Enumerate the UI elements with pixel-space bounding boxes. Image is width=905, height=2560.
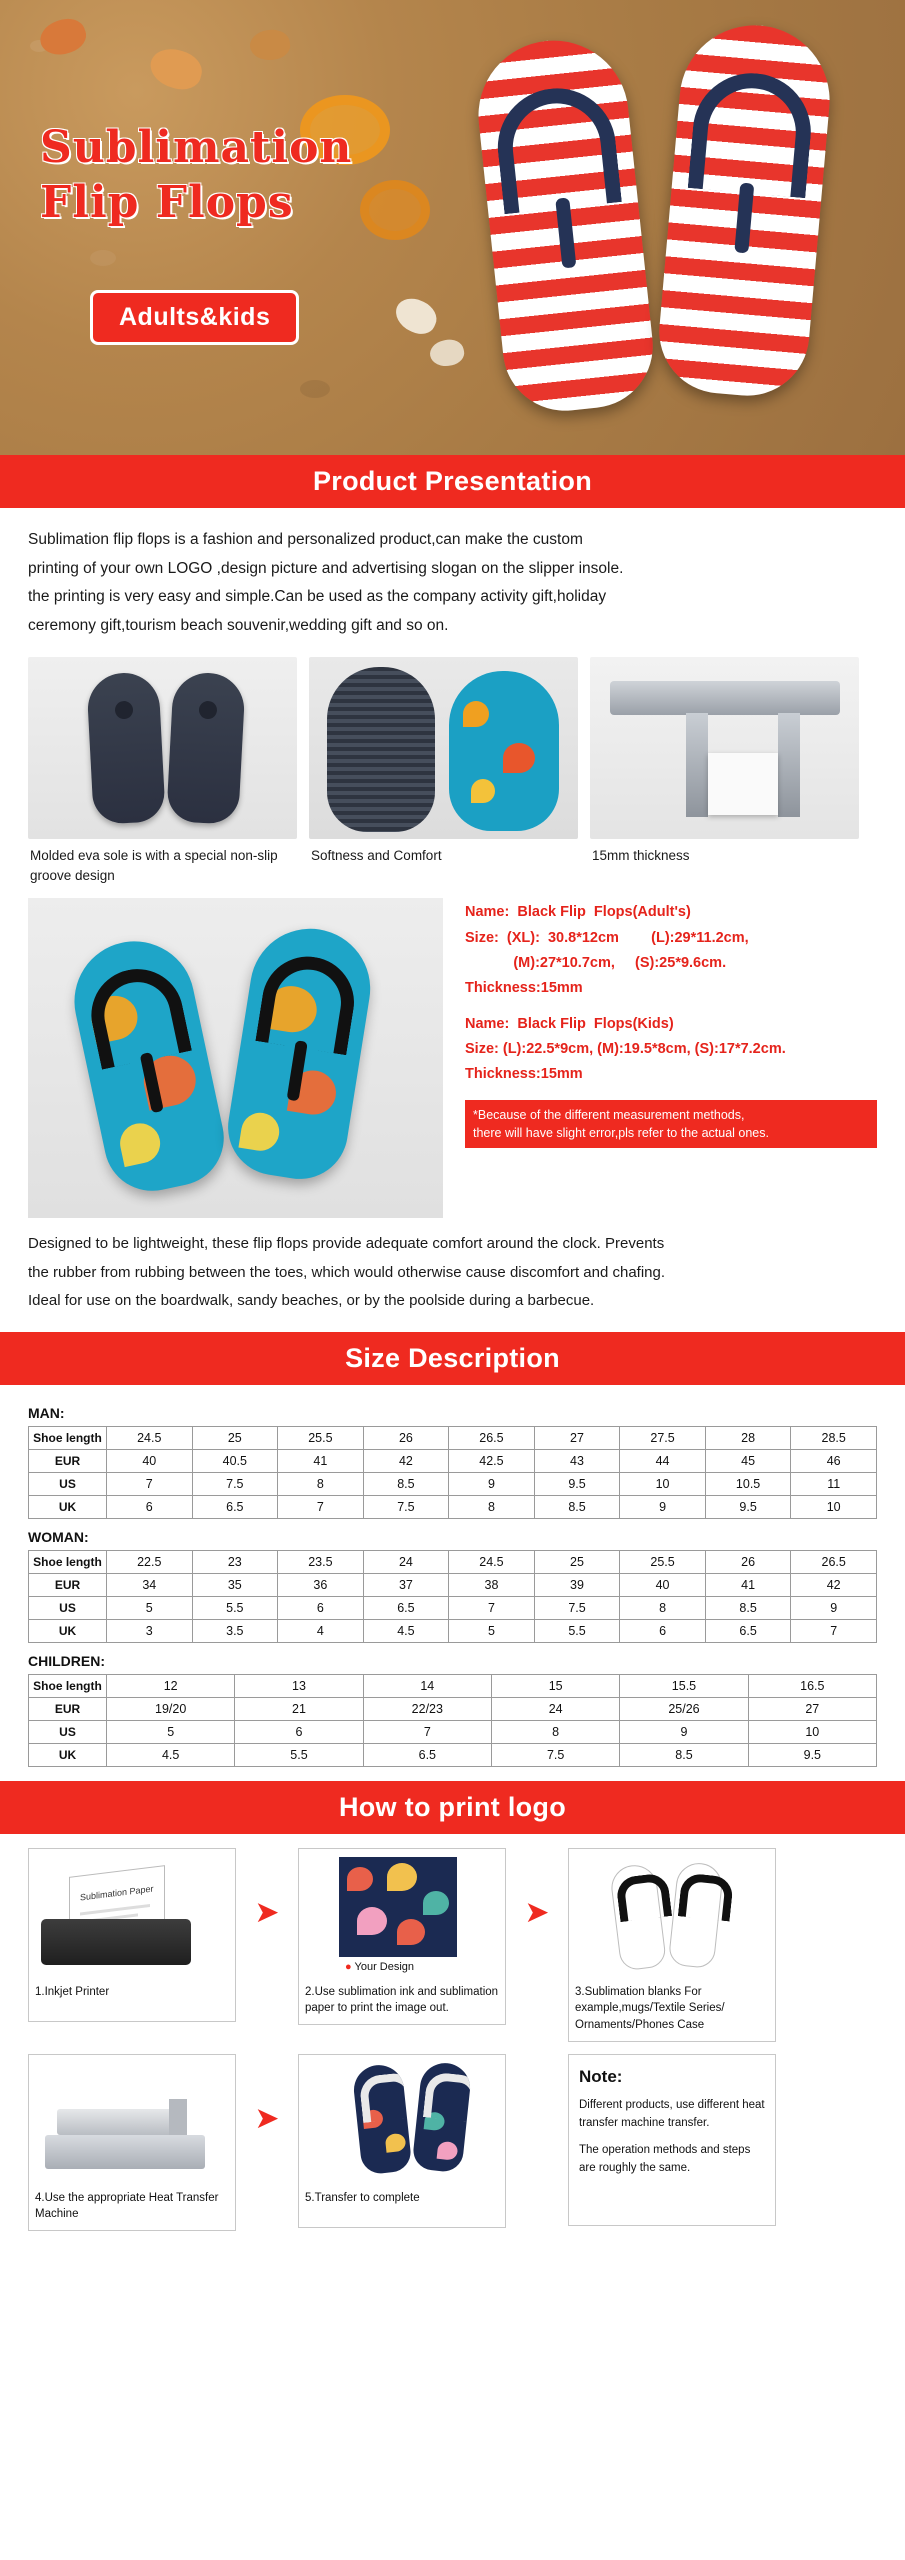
sample-piece	[708, 753, 778, 815]
cell: 42	[363, 1449, 449, 1472]
cell: 35	[192, 1573, 278, 1596]
flipflop-left	[471, 33, 659, 417]
hero-badge: Adults&kids	[90, 290, 299, 345]
spec-adult-size-2: (M):27*10.7cm, (S):25*9.6cm.	[465, 954, 727, 971]
intro-line-4: ceremony gift,tourism beach souvenir,wedding gift and so on.	[28, 617, 449, 635]
shell-decor	[390, 293, 442, 340]
cell: 5	[107, 1720, 235, 1743]
hero-title	[40, 120, 352, 230]
art-decor	[238, 1110, 281, 1153]
row-head: UK	[29, 1495, 107, 1518]
cell: 7	[449, 1596, 535, 1619]
feature-photo-row	[0, 647, 905, 887]
caliper-jaw	[686, 713, 708, 817]
photo-caption: Softness and Comfort	[311, 847, 442, 863]
feature-photo-cell	[28, 657, 297, 887]
press-arm	[57, 2109, 187, 2135]
art-decor	[423, 1891, 449, 1915]
cell: 27.5	[620, 1426, 706, 1449]
cell: 7	[278, 1495, 364, 1518]
cell: 44	[620, 1449, 706, 1472]
row-head: Shoe length	[29, 1550, 107, 1573]
cell: 22/23	[363, 1697, 491, 1720]
cell: 26.5	[449, 1426, 535, 1449]
table-row	[29, 1697, 877, 1720]
how-to-print-steps	[0, 1834, 905, 2269]
note-box	[568, 2054, 776, 2226]
feature-photo-cell	[590, 657, 859, 887]
art-decor	[503, 743, 535, 773]
cell: 24	[491, 1697, 619, 1720]
cell: 8.5	[534, 1495, 620, 1518]
cell: 10	[791, 1495, 877, 1518]
description-line-1: Designed to be lightweight, these flip flops provide adequate comfort around the clock. Prevents	[28, 1235, 665, 1253]
art-decor	[424, 2111, 446, 2131]
size-table-man	[28, 1426, 877, 1519]
cell: 16.5	[748, 1674, 876, 1697]
printed-flipflop	[411, 2060, 472, 2173]
cell: 8	[620, 1596, 706, 1619]
row-head: US	[29, 1596, 107, 1619]
intro-line-3: the printing is very easy and simple.Can be used as the company activity gift,holiday	[28, 588, 607, 606]
cell: 9	[620, 1495, 706, 1518]
cell: 24	[363, 1550, 449, 1573]
cell: 9.5	[748, 1743, 876, 1766]
cell: 28	[705, 1426, 791, 1449]
photo-caption: Molded eva sole is with a special non-slip groove design	[30, 847, 278, 883]
cell: 6.5	[363, 1596, 449, 1619]
cell: 27	[534, 1426, 620, 1449]
cell: 27	[748, 1697, 876, 1720]
paper-line	[80, 1904, 150, 1916]
cell: 13	[235, 1674, 363, 1697]
hero-flipflops-image	[465, 0, 895, 455]
cell: 42	[791, 1573, 877, 1596]
table-row	[29, 1495, 877, 1518]
cell: 5.5	[235, 1743, 363, 1766]
section-title-product-presentation: Product Presentation	[0, 455, 905, 508]
size-table-label-woman: WOMAN:	[28, 1528, 89, 1545]
cell: 41	[705, 1573, 791, 1596]
cell: 6.5	[192, 1495, 278, 1518]
size-table-woman	[28, 1550, 877, 1643]
note-title: Note:	[579, 2066, 623, 2086]
art-decor	[397, 1919, 425, 1945]
art-decor	[385, 2132, 407, 2152]
cell: 7.5	[491, 1743, 619, 1766]
row-head: EUR	[29, 1573, 107, 1596]
table-row	[29, 1550, 877, 1573]
product-hero-photo	[28, 898, 443, 1218]
cell: 25	[192, 1426, 278, 1449]
cell: 3	[107, 1619, 193, 1642]
cell: 8.5	[363, 1472, 449, 1495]
cell: 26	[705, 1550, 791, 1573]
description-line-3: Ideal for use on the boardwalk, sandy beaches, or by the poolside during a barbecue.	[28, 1292, 595, 1310]
spec-adult-name: Name: Black Flip Flops(Adult's)	[465, 904, 691, 921]
spec-kids-name: Name: Black Flip Flops(Kids)	[465, 1015, 674, 1032]
cell: 24.5	[449, 1550, 535, 1573]
caliper-jaw	[778, 713, 800, 817]
cell: 15	[491, 1674, 619, 1697]
caliper-body	[610, 681, 840, 715]
measurement-note-line-1: *Because of the different measurement methods,	[473, 1107, 745, 1122]
cell: 36	[278, 1573, 364, 1596]
feature-photo-cell	[309, 657, 578, 887]
cell: 9.5	[534, 1472, 620, 1495]
cell: 6	[107, 1495, 193, 1518]
step-5-transfer-complete	[298, 2054, 506, 2228]
row-head: Shoe length	[29, 1426, 107, 1449]
cell: 45	[705, 1449, 791, 1472]
shell-decor	[146, 44, 206, 94]
bullet-icon: ●	[345, 1960, 352, 1973]
cell: 7.5	[363, 1495, 449, 1518]
measurement-note	[465, 1100, 877, 1148]
press-base	[45, 2135, 205, 2169]
row-head: UK	[29, 1743, 107, 1766]
table-row	[29, 1573, 877, 1596]
sole-shape	[166, 671, 246, 825]
spec-kids-thickness: Thickness:15mm	[465, 1066, 583, 1083]
row-head: US	[29, 1720, 107, 1743]
strap	[83, 961, 192, 1070]
cell: 41	[278, 1449, 364, 1472]
cell: 43	[534, 1449, 620, 1472]
cell: 37	[363, 1573, 449, 1596]
printed-insole	[449, 671, 559, 831]
art-decor	[463, 701, 489, 727]
cell: 19/20	[107, 1697, 235, 1720]
cell: 24.5	[107, 1426, 193, 1449]
photo-caption: 15mm thickness	[592, 847, 690, 863]
spec-adult-thickness: Thickness:15mm	[465, 980, 583, 997]
flipflop-right	[654, 19, 836, 401]
step-4-heat-press	[28, 2054, 236, 2231]
cell: 42.5	[449, 1449, 535, 1472]
art-decor	[437, 2140, 459, 2160]
section-title-size-description: Size Description	[0, 1332, 905, 1385]
cell: 3.5	[192, 1619, 278, 1642]
cell: 5	[107, 1596, 193, 1619]
cell: 7.5	[534, 1596, 620, 1619]
cell: 46	[791, 1449, 877, 1472]
cell: 6	[278, 1596, 364, 1619]
cell: 6.5	[705, 1619, 791, 1642]
cell: 40.5	[192, 1449, 278, 1472]
cell: 40	[107, 1449, 193, 1472]
heat-press-illustration	[29, 2055, 235, 2185]
cell: 7	[791, 1619, 877, 1642]
cell: 8.5	[705, 1596, 791, 1619]
strap	[492, 83, 622, 215]
cell: 26.5	[791, 1550, 877, 1573]
row-head: EUR	[29, 1449, 107, 1472]
table-row	[29, 1449, 877, 1472]
flipflop-printed-right	[221, 920, 379, 1186]
molded-sole-photo	[28, 657, 297, 839]
table-row	[29, 1674, 877, 1697]
blanks-illustration	[569, 1849, 775, 1979]
cell: 23	[192, 1550, 278, 1573]
strap	[255, 950, 360, 1055]
cell: 10.5	[705, 1472, 791, 1495]
cell: 21	[235, 1697, 363, 1720]
art-decor	[387, 1863, 417, 1891]
spec-list	[457, 898, 877, 1218]
shell-decor	[248, 27, 292, 62]
spec-kids-size: Size: (L):22.5*9cm, (M):19.5*8cm, (S):17*7.2cm.	[465, 1041, 786, 1058]
cell: 7.5	[192, 1472, 278, 1495]
art-decor	[357, 1907, 387, 1935]
cell: 6	[620, 1619, 706, 1642]
cell: 15.5	[620, 1674, 748, 1697]
cell: 8	[491, 1720, 619, 1743]
cell: 22.5	[107, 1550, 193, 1573]
art-decor	[116, 1120, 163, 1167]
sand-decor	[300, 380, 330, 398]
your-design-label	[345, 1961, 414, 1973]
printed-flipflop	[351, 2062, 412, 2175]
table-row	[29, 1619, 877, 1642]
cell: 4.5	[363, 1619, 449, 1642]
cell: 25.5	[620, 1550, 706, 1573]
cell: 6.5	[363, 1743, 491, 1766]
step-1-caption: 1.Inkjet Printer	[35, 1985, 110, 1998]
row-head: US	[29, 1472, 107, 1495]
cell: 5.5	[192, 1596, 278, 1619]
table-row	[29, 1720, 877, 1743]
hero-banner	[0, 0, 905, 455]
intro-text	[0, 508, 905, 647]
steps-row-bottom	[28, 2054, 877, 2231]
hero-title-line1: Sublimation	[40, 122, 353, 173]
cell: 25	[534, 1550, 620, 1573]
arrow-right-icon: ➤	[254, 2101, 280, 2135]
cell: 26	[363, 1426, 449, 1449]
shell-decor	[360, 180, 430, 240]
art-decor	[347, 1867, 373, 1891]
cell: 9	[449, 1472, 535, 1495]
printer-illustration	[29, 1849, 235, 1979]
note-body-1: Different products, use different heat transfer machine transfer.	[579, 2098, 765, 2130]
size-table-label-children: CHILDREN:	[28, 1652, 105, 1669]
step-3-blanks	[568, 1848, 776, 2042]
spec-row	[0, 886, 905, 1218]
sublimation-paper-label: Sublimation Paper	[80, 1883, 154, 1903]
row-head: UK	[29, 1619, 107, 1642]
row-head: EUR	[29, 1697, 107, 1720]
cell: 8	[449, 1495, 535, 1518]
cell: 38	[449, 1573, 535, 1596]
cell: 7	[107, 1472, 193, 1495]
table-row	[29, 1596, 877, 1619]
cell: 10	[748, 1720, 876, 1743]
size-table-label-man: MAN:	[28, 1404, 65, 1421]
cell: 6	[235, 1720, 363, 1743]
step-2-caption: 2.Use sublimation ink and sublimation paper to print the image out.	[305, 1985, 499, 2015]
flipflop-printed-left	[63, 930, 232, 1199]
cell: 11	[791, 1472, 877, 1495]
step-4-caption: 4.Use the appropriate Heat Transfer Machine	[35, 2191, 219, 2221]
finished-product-illustration	[299, 2055, 505, 2185]
cell: 5	[449, 1619, 535, 1642]
cell: 10	[620, 1472, 706, 1495]
shell-decor	[36, 13, 91, 61]
cell: 9.5	[705, 1495, 791, 1518]
your-design-text: Your Design	[354, 1960, 415, 1973]
section-title-how-to-print: How to print logo	[0, 1781, 905, 1834]
arrow-right-icon: ➤	[254, 1895, 280, 1929]
cell: 34	[107, 1573, 193, 1596]
art-decor	[471, 779, 495, 803]
art-decor	[362, 2109, 384, 2129]
blank-flipflop	[668, 1861, 725, 1969]
cell: 4.5	[107, 1743, 235, 1766]
sand-decor	[90, 250, 116, 266]
cell: 9	[791, 1596, 877, 1619]
cell: 7	[363, 1720, 491, 1743]
cell: 25.5	[278, 1426, 364, 1449]
description-line-2: the rubber from rubbing between the toes, which would otherwise cause discomfort and chafing.	[28, 1263, 666, 1281]
cell: 39	[534, 1573, 620, 1596]
cell: 9	[620, 1720, 748, 1743]
design-swatch	[339, 1857, 457, 1957]
step-3-caption: 3.Sublimation blanks For example,mugs/Textile Series/ Ornaments/Phones Case	[575, 1985, 725, 2032]
cell: 8	[278, 1472, 364, 1495]
spec-adult-size-1: Size: (XL): 30.8*12cm (L):29*11.2cm,	[465, 929, 749, 946]
cell: 28.5	[791, 1426, 877, 1449]
arrow-right-icon: ➤	[524, 1895, 550, 1929]
intro-line-1: Sublimation flip flops is a fashion and personalized product,can make the custom	[28, 531, 583, 548]
softness-comfort-photo	[309, 657, 578, 839]
cell: 5.5	[534, 1619, 620, 1642]
cell: 25/26	[620, 1697, 748, 1720]
step-5-caption: 5.Transfer to complete	[305, 2191, 420, 2204]
table-row	[29, 1426, 877, 1449]
cell: 4	[278, 1619, 364, 1642]
step-2-design	[298, 1848, 506, 2025]
intro-line-2: printing of your own LOGO ,design picture and advertising slogan on the slipper insole.	[28, 559, 624, 577]
description-text	[0, 1218, 905, 1332]
design-illustration	[299, 1849, 505, 1979]
textured-sole	[327, 667, 435, 832]
cell: 23.5	[278, 1550, 364, 1573]
step-1-printer	[28, 1848, 236, 2022]
cell: 12	[107, 1674, 235, 1697]
blank-flipflop	[609, 1862, 667, 1971]
strap	[688, 68, 816, 198]
hero-title-line2: Flip Flops	[40, 177, 294, 228]
note-body-2: The operation methods and steps are roughly the same.	[579, 2143, 751, 2175]
printer-body	[41, 1919, 191, 1965]
cell: 14	[363, 1674, 491, 1697]
cell: 8.5	[620, 1743, 748, 1766]
measurement-note-line-2: there will have slight error,pls refer to the actual ones.	[473, 1125, 769, 1140]
table-row	[29, 1472, 877, 1495]
thickness-photo	[590, 657, 859, 839]
cell: 40	[620, 1573, 706, 1596]
steps-row-top	[28, 1848, 877, 2042]
shell-decor	[428, 337, 467, 370]
row-head: Shoe length	[29, 1674, 107, 1697]
sole-shape	[86, 671, 166, 825]
size-table-children	[28, 1674, 877, 1767]
size-tables	[0, 1385, 905, 1781]
table-row	[29, 1743, 877, 1766]
